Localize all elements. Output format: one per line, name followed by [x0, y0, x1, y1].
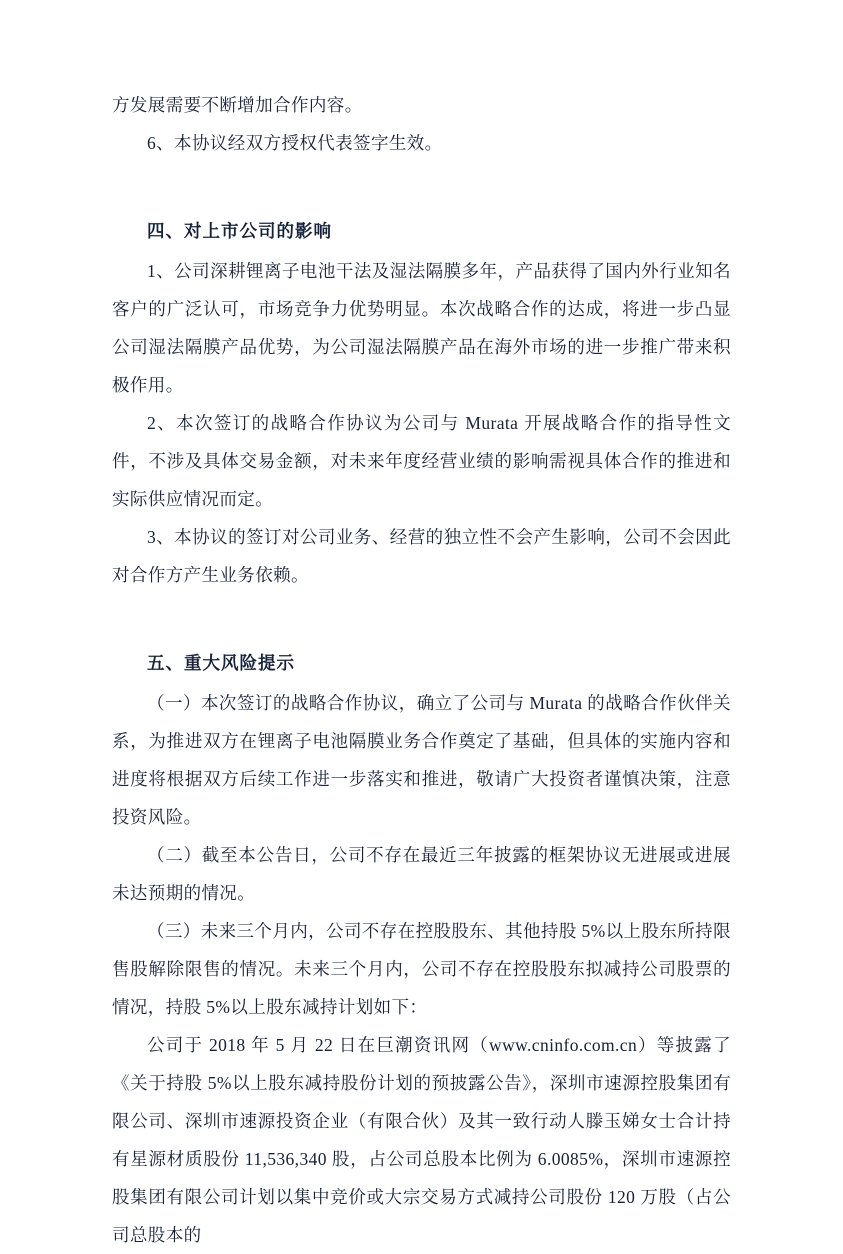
paragraph-section5-item1: （一）本次签订的战略合作协议，确立了公司与 Murata 的战略合作伙伴关系，为推进双方在锂离子电池隔膜业务合作奠定了基础，但具体的实施内容和进度将根据双方后续工作进一步落实和推进，敬请广大投资者谨慎决策，注意投资风险。: [112, 693, 731, 827]
section-spacer-2: [112, 594, 731, 618]
paragraph-continued: 方发展需要不断增加合作内容。: [112, 95, 363, 115]
section-spacer-1: [112, 162, 731, 186]
paragraph-section4-item1: 1、公司深耕锂离子电池干法及湿法隔膜多年，产品获得了国内外行业知名客户的广泛认可，市场竞争力优势明显。本次战略合作的达成，将进一步凸显公司湿法隔膜产品优势，为公司湿法隔膜产品在海外市场的进一步推广带来积极作用。: [112, 261, 731, 395]
heading-section-four: 四、对上市公司的影响: [147, 221, 332, 241]
paragraph-section5-item3: （三）未来三个月内，公司不存在控股股东、其他持股 5%以上股东所持限售股解除限售的情况。未来三个月内，公司不存在控股股东拟减持公司股票的情况，持股 5%以上股东减持计划如下：: [112, 921, 731, 1017]
paragraph-section5-item2: （二）截至本公告日，公司不存在最近三年披露的框架协议无进展或进展未达预期的情况。: [112, 845, 731, 903]
paragraph-section5-item4: 公司于 2018 年 5 月 22 日在巨潮资讯网（www.cninfo.com.cn）等披露了《关于持股 5%以上股东减持股份计划的预披露公告》，深圳市速源控股集团有限公司、深圳市速源投资企业（有限合伙）及其一致行动人滕玉娣女士合计持有星源材质股份 11,536,340 股，占公司总股本比例为 6.0085%，深圳市速源控股集团有限公司计划以集中竞价或大宗交易方式减持公司股份 120 万股（占公司总股本的: [112, 1035, 731, 1245]
heading-section-five: 五、重大风险提示: [147, 653, 295, 673]
document-body: [112, 86, 731, 1254]
paragraph-section4-item2: 2、本次签订的战略合作协议为公司与 Murata 开展战略合作的指导性文件，不涉及具体交易金额，对未来年度经营业绩的影响需视具体合作的推进和实际供应情况而定。: [112, 413, 731, 509]
paragraph-section4-item3: 3、本协议的签订对公司业务、经营的独立性不会产生影响，公司不会因此对合作方产生业务依赖。: [112, 527, 731, 585]
paragraph-item-6: 6、本协议经双方授权代表签字生效。: [147, 133, 443, 153]
